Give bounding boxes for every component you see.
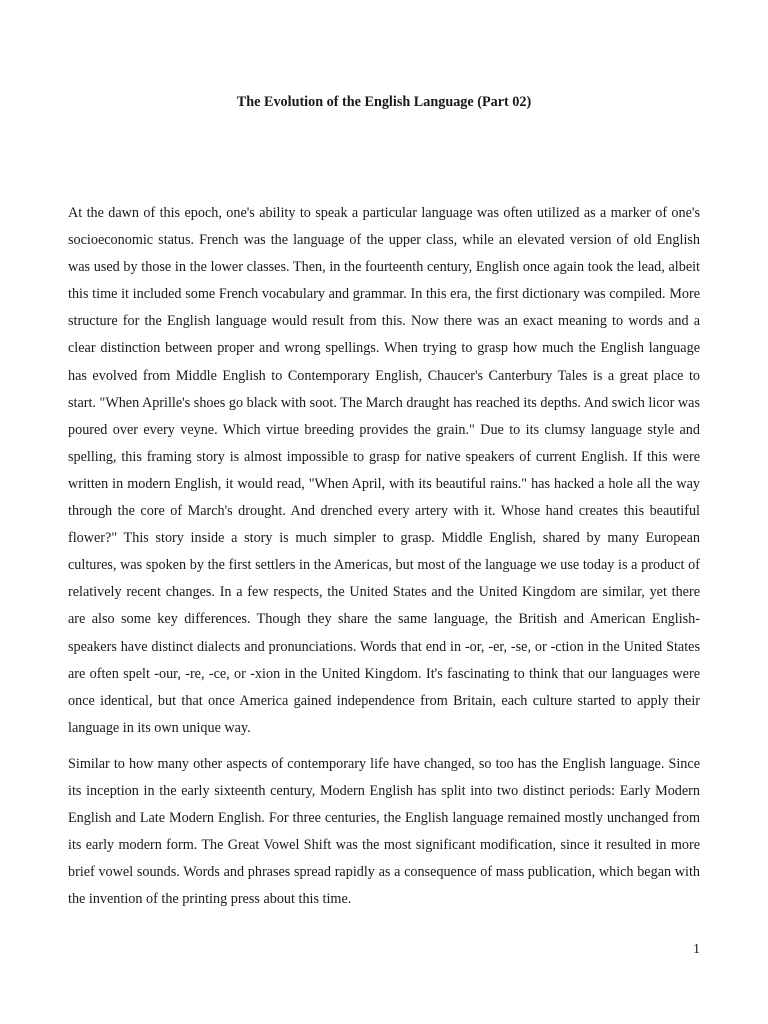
document-title: The Evolution of the English Language (Part 02) — [236, 94, 532, 110]
paragraph-1: At the dawn of this epoch, one's ability to speak a particular language was often utilized as a marker of one's socioeconomic status. French was the language of the upper class, while an elevated version of old English was used by those in the lower classes. Then, in the fourteenth century, English once again took the lead, albeit this time it included some French vocabulary and grammar. In this era, the first dictionary was compiled. More structure for the English language would result from this. Now there was an exact meaning to words and a clear distinction between proper and wrong spellings. When trying to grasp how much the English language has evolved from Middle English to Contemporary English, Chaucer's Canterbury Tales is a great place to start. "When Aprille's shoes go black with soot. The March draught has reached its depths. And swich licor was poured over every veyne. Which virtue breeding provides the grain." Due to its clumsy language style and spelling, this framing story is almost impossible to grasp for native speakers of current English. If this were written in modern English, it would read, "When April, with its beautiful rains." has hacked a hole all the way through the core of March's drought. And drenched every artery with it. Whose hand creates this beautiful flower?" This story inside a story is much simpler to grasp. Middle English, shared by many European cultures, was spoken by the first settlers in the Americas, but most of the language we use today is a product of relatively recent changes. In a few respects, the United States and the United Kingdom are similar, yet there are also some key differences. Though they share the same language, the British and American English-speakers have distinct dialects and pronunciations. Words that end in -or, -er, -se, or -ction in the United States are often spelt -our, -re, -ce, or -xion in the United Kingdom. It's fascinating to think that our languages were once identical, but that once America gained independence from Britain, each culture started to apply their language in its own unique way. — [68, 205, 700, 736]
paragraph-2: Similar to how many other aspects of contemporary life have changed, so too has the English language. Since its inception in the early sixteenth century, Modern English has split into two distinct periods: Early Modern English and Late Modern English. For three centuries, the English language remained mostly unchanged from its early modern form. The Great Vowel Shift was the most significant modification, since it resulted in more brief vowel sounds. Words and phrases spread rapidly as a consequence of mass publication, which began with the invention of the printing press about this time. — [68, 755, 700, 908]
page-number: 1 — [693, 942, 700, 957]
document-body — [68, 200, 700, 922]
